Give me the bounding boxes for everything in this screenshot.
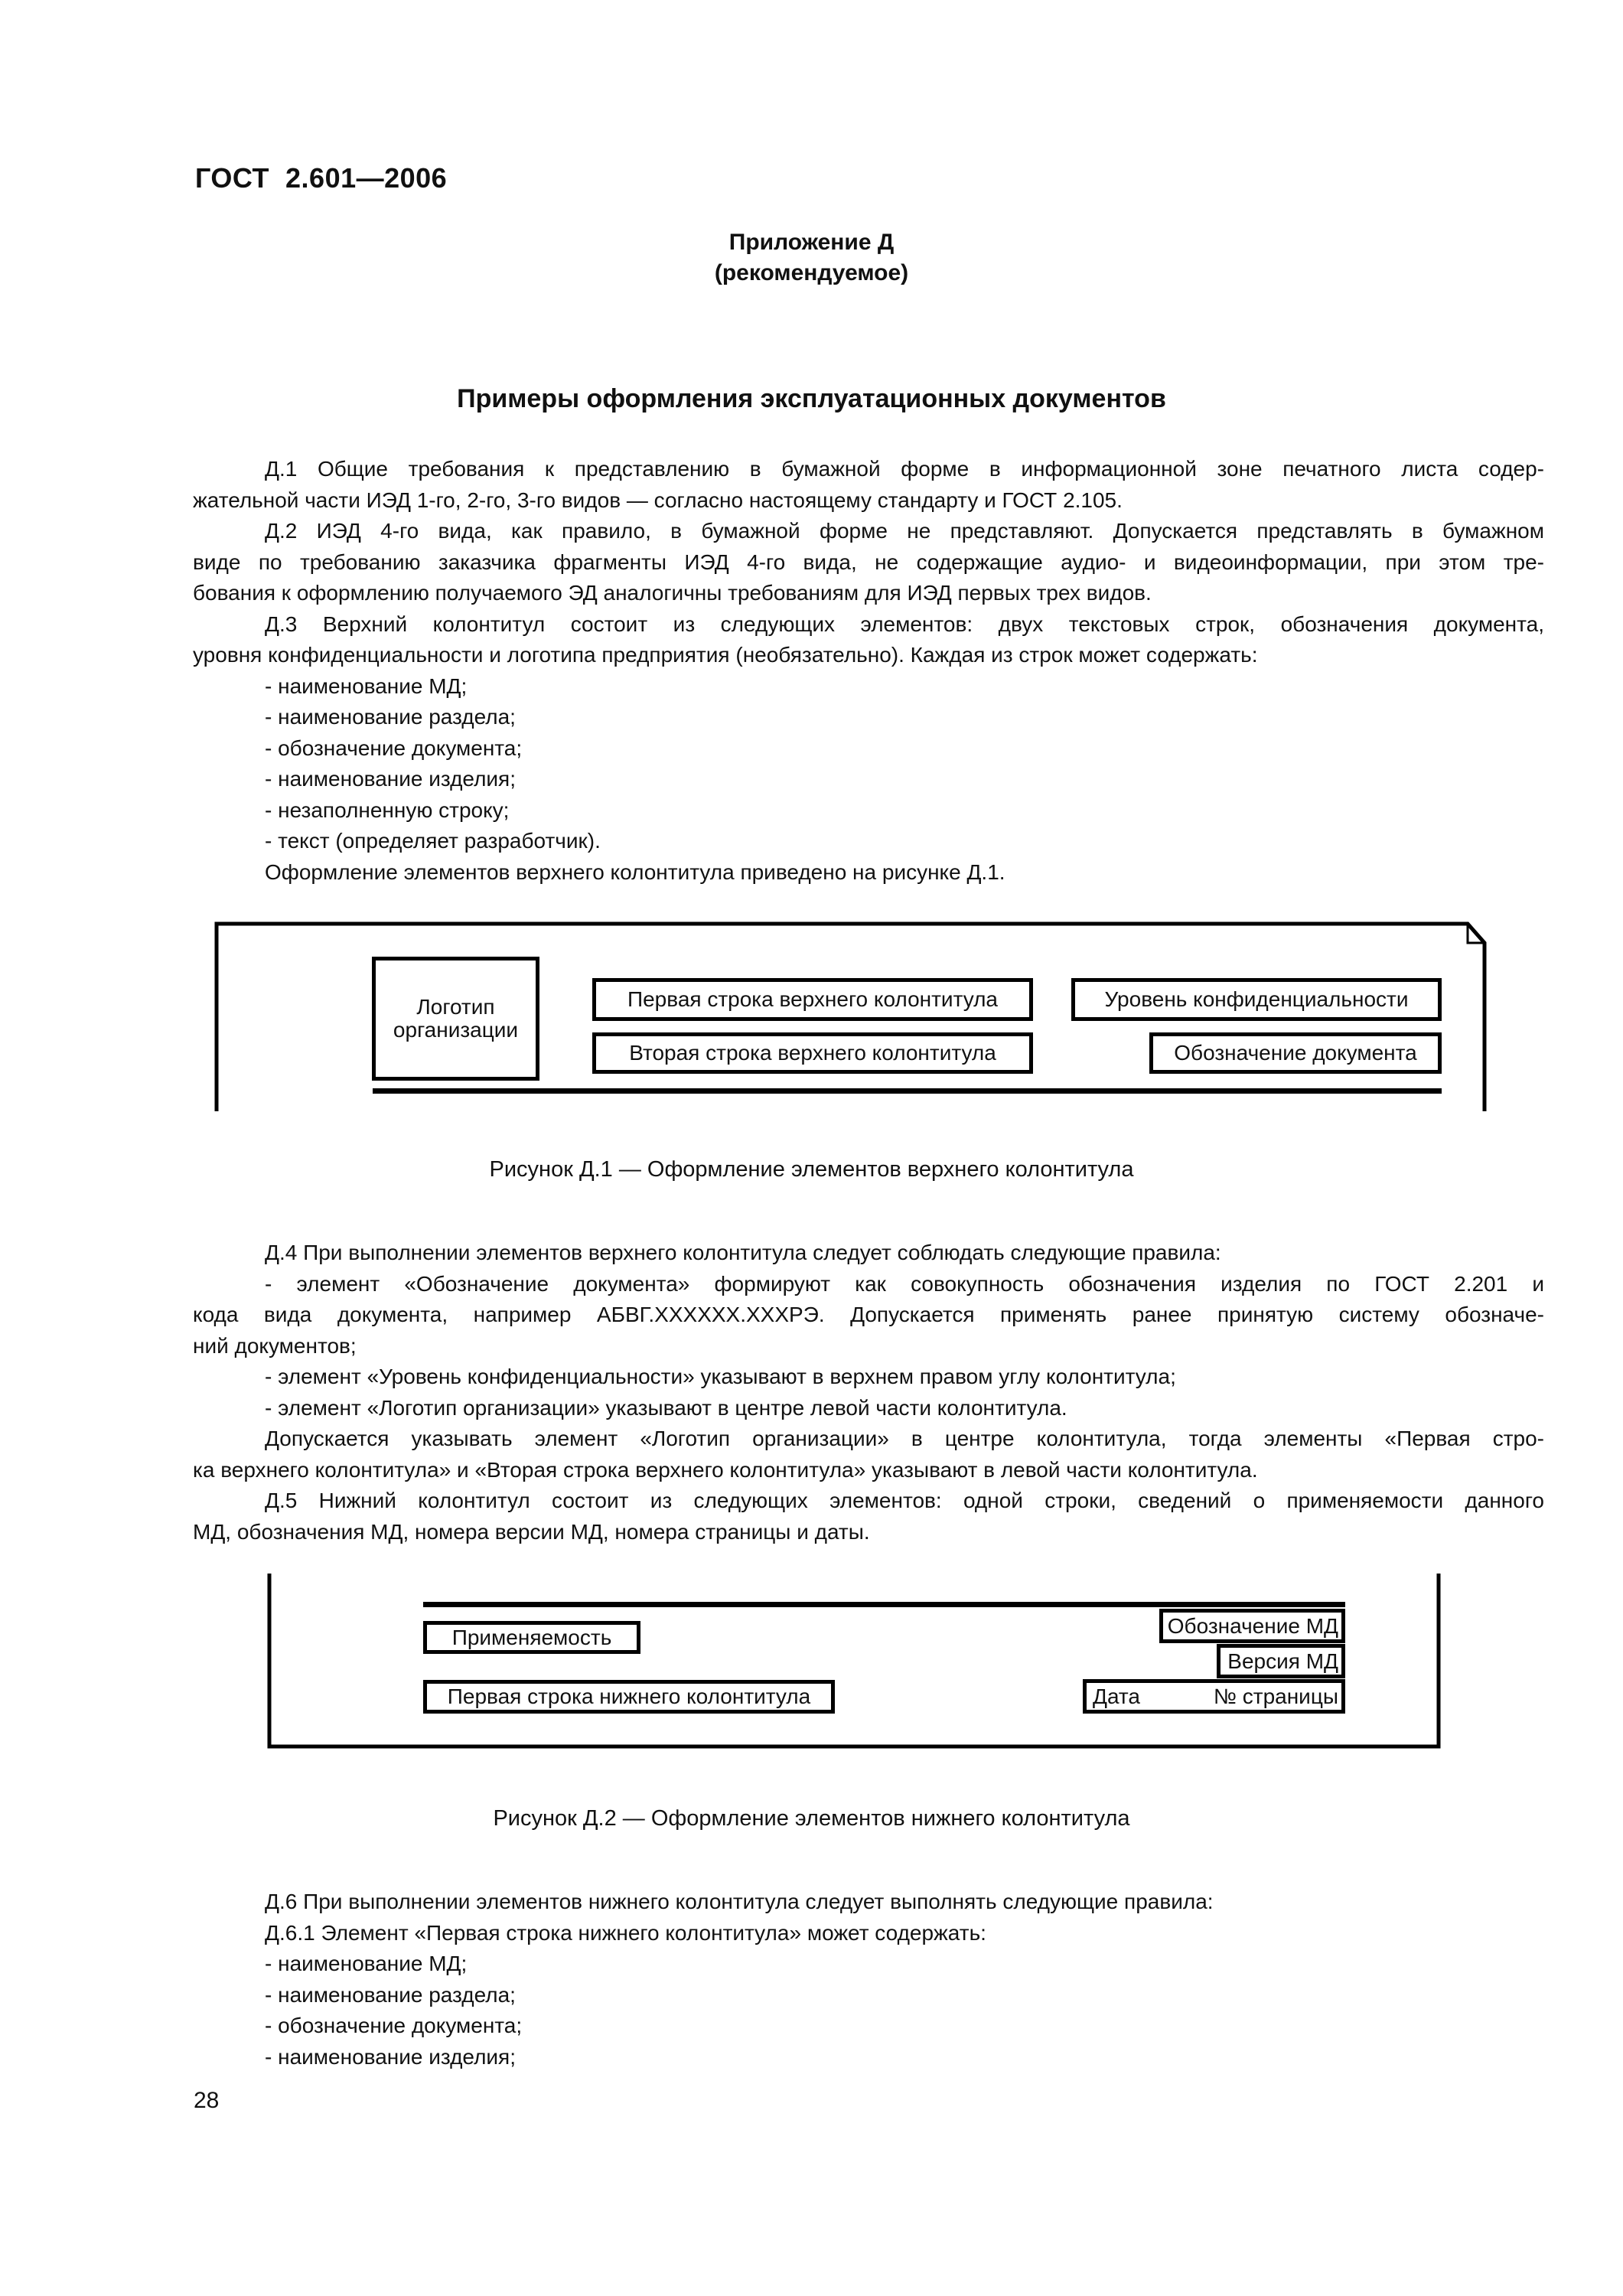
confidentiality-label: Уровень конфиденциальности [1104, 987, 1409, 1011]
paragraph-line: Д.6.1 Элемент «Первая строка нижнего колонтитула» может содержать: [265, 1920, 986, 1945]
paragraph-line: уровня конфиденциальности и логотипа предприятия (необязательно). Каждая из строк может содержать: [193, 643, 1258, 667]
list-item: - наименование МД; [265, 1952, 468, 1975]
appendix-title: Приложение Д [728, 230, 895, 255]
list-item: - незаполненную строку; [265, 797, 510, 822]
header-separator-line [373, 1088, 1442, 1094]
appendix-status: (рекомендуемое) [714, 260, 909, 285]
md-version-label: Версия МД [1227, 1649, 1338, 1673]
paragraph-line: Д.3 Верхний колонтитул состоит из следующих элементов: двух текстовых строк, обозначения документа, [265, 612, 1544, 636]
section-title: Примеры оформления эксплуатационных документов [457, 384, 1166, 413]
footer-first-line-box [423, 1680, 835, 1714]
document-designation-label: Обозначение документа [1174, 1041, 1417, 1065]
list-item: - наименование изделия; [265, 767, 516, 791]
page-number-label: № страницы [1213, 1684, 1338, 1708]
logo-box [372, 957, 539, 1081]
paragraph-line: жательной части ИЭД 1-го, 2-го, 3-го видов — согласно настоящему стандарту и ГОСТ 2.105. [193, 488, 1123, 512]
list-item: - текст (определяет разработчик). [265, 829, 601, 853]
paragraph-line: Д.4 При выполнении элементов верхнего колонтитула следует соблюдать следующие правила: [265, 1241, 1221, 1264]
paragraph-line: Допускается указывать элемент «Логотип организации» в центре колонтитула, тогда элементы «Первая стро- [265, 1427, 1544, 1450]
paragraph-line: ка верхнего колонтитула» и «Вторая строка верхнего колонтитула» указывают в левой части колонтитула. [193, 1457, 1258, 1482]
applicability-box [423, 1621, 640, 1654]
list-item: - обозначение документа; [265, 735, 523, 760]
footer-separator-line [423, 1602, 1345, 1607]
paragraph-line: ний документов; [193, 1333, 357, 1358]
figure-1-caption: Рисунок Д.1 — Оформление элементов верхнего колонтитула [489, 1157, 1134, 1182]
list-item: - элемент «Логотип организации» указывают в центре левой части колонтитула. [265, 1395, 1067, 1420]
list-item: - наименование изделия; [265, 2044, 516, 2069]
document-standard-number: ГОСТ 2.601—2006 [195, 162, 448, 194]
paragraph-line: виде по требованию заказчика фрагменты ИЭД 4-го вида, не содержащие аудио- и видеоинформации, при этом тре- [193, 550, 1544, 574]
logo-label-line1: Логотип [416, 995, 495, 1019]
paragraph-line: Д.1 Общие требования к представлению в бумажной форме в информационной зоне печатного листа содер- [265, 457, 1544, 481]
paragraph-line: Д.2 ИЭД 4-го вида, как правило, в бумажной форме не представляют. Допускается представлять в бумажном [265, 519, 1544, 543]
document-designation-box [1149, 1032, 1442, 1074]
header-second-line-box [592, 1032, 1033, 1074]
md-designation-box [1159, 1609, 1345, 1643]
confidentiality-box [1071, 978, 1442, 1021]
header-first-line-label: Первая строка верхнего колонтитула [627, 987, 998, 1011]
paragraph-line: МД, обозначения МД, номера версии МД, номера страницы и даты. [193, 1519, 870, 1544]
date-label: Дата [1093, 1684, 1141, 1708]
list-item: - наименование раздела; [265, 705, 516, 729]
list-item: - элемент «Уровень конфиденциальности» указывают в верхнем правом углу колонтитула; [265, 1365, 1176, 1388]
paragraph-line: Оформление элементов верхнего колонтитула приведено на рисунке Д.1. [265, 859, 1005, 884]
paragraph-line: бования к оформлению получаемого ЭД аналогичны требованиям для ИЭД первых трех видов. [193, 581, 1152, 605]
page-number: 28 [194, 2088, 220, 2113]
list-item: - обозначение документа; [265, 2014, 523, 2037]
paragraph-line: кода вида документа, например АБВГ.ХХХХХХ.ХХХРЭ. Допускается применять ранее принятую систему обозначе- [193, 1303, 1544, 1326]
footer-first-line-label: Первая строка нижнего колонтитула [447, 1684, 811, 1708]
list-item: - наименование МД; [265, 673, 468, 698]
paragraph-line: Д.6 При выполнении элементов нижнего колонтитула следует выполнять следующие правила: [265, 1890, 1214, 1913]
date-page-box [1083, 1679, 1345, 1714]
md-designation-label: Обозначение МД [1167, 1613, 1338, 1638]
header-first-line-box [592, 978, 1033, 1021]
paragraph-line: Д.5 Нижний колонтитул состоит из следующих элементов: одной строки, сведений о применяемости данного [265, 1489, 1544, 1512]
applicability-label: Применяемость [451, 1625, 612, 1649]
list-item: - наименование раздела; [265, 1982, 516, 2007]
figure-2-caption: Рисунок Д.2 — Оформление элементов нижнего колонтитула [493, 1806, 1130, 1831]
logo-label-line2: организации [393, 1018, 519, 1042]
header-second-line-label: Вторая строка верхнего колонтитула [629, 1041, 996, 1065]
list-item: - элемент «Обозначение документа» формируют как совокупность обозначения изделия по ГОСТ 2.201 и [265, 1271, 1544, 1296]
md-version-box [1217, 1644, 1345, 1678]
